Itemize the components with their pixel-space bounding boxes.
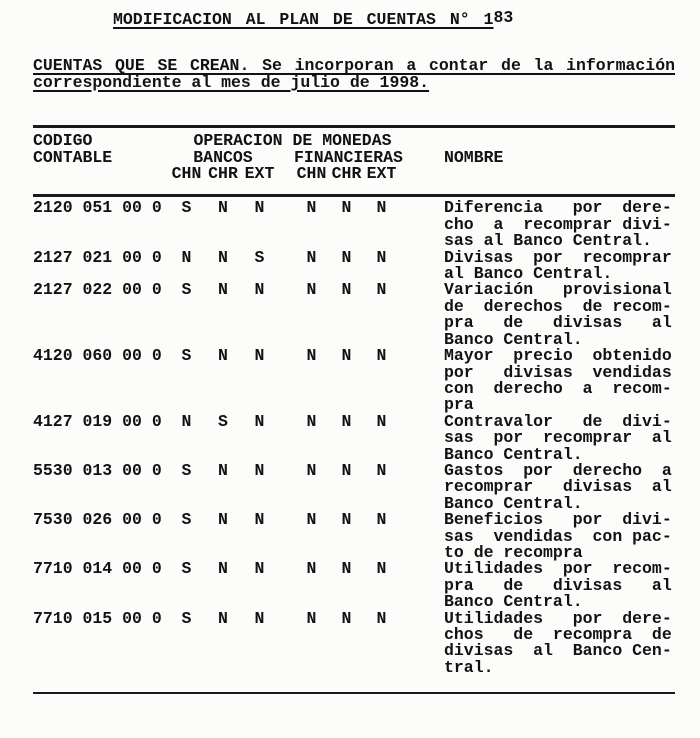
header-financieras: FINANCIERAS xyxy=(294,147,403,167)
financieras-chn-flag: N xyxy=(306,247,317,267)
bancos-chn-flag: S xyxy=(181,460,192,480)
bancos-chn-flag: S xyxy=(181,510,192,530)
table-row xyxy=(33,512,675,561)
account-code: 7530 026 00 0 xyxy=(33,510,162,530)
financieras-chn-flag: N xyxy=(306,411,317,431)
header-codigo: CODIGO xyxy=(33,131,93,151)
table-header xyxy=(33,133,675,182)
account-name: Beneficios por divi- sas vendidas con pac- to de recompra xyxy=(444,510,672,562)
bancos-chn-flag: N xyxy=(181,247,192,267)
header-nombre: NOMBRE xyxy=(444,147,504,167)
header-bancos-ext: EXT xyxy=(244,164,275,184)
table-top-rule xyxy=(33,125,675,128)
account-code: 7710 014 00 0 xyxy=(33,559,162,579)
financieras-chr-flag: N xyxy=(341,198,352,218)
bancos-ext-flag: N xyxy=(254,280,265,300)
financieras-ext-flag: N xyxy=(376,346,387,366)
bancos-ext-flag: N xyxy=(254,198,265,218)
account-code: 4120 060 00 0 xyxy=(33,346,162,366)
header-line-3 xyxy=(33,166,675,182)
header-bancos-chr: CHR xyxy=(208,164,238,184)
bancos-ext-flag: N xyxy=(254,411,265,431)
financieras-chn-flag: N xyxy=(306,608,317,628)
table-row xyxy=(33,282,675,348)
account-name: Divisas por recomprar al Banco Central. xyxy=(444,247,672,284)
table-row xyxy=(33,348,675,414)
intro-text: CUENTAS QUE SE CREAN. Se incorporan a contar de la información correspondiente al mes de julio de 1998. xyxy=(33,56,675,92)
financieras-chr-flag: N xyxy=(341,559,352,579)
header-bancos: BANCOS xyxy=(193,147,253,167)
financieras-chn-flag: N xyxy=(306,510,317,530)
account-code: 5530 013 00 0 xyxy=(33,460,162,480)
financieras-chr-flag: N xyxy=(341,510,352,530)
account-name: Gastos por derecho a recomprar divisas al Banco Central. xyxy=(444,460,672,513)
bancos-chn-flag: S xyxy=(181,280,192,300)
header-bancos-chn: CHN xyxy=(171,164,202,184)
header-financieras-ext: EXT xyxy=(366,164,397,184)
table-header-rule xyxy=(33,194,675,197)
financieras-chr-flag: N xyxy=(341,460,352,480)
financieras-ext-flag: N xyxy=(376,608,387,628)
account-name: Variación provisional de derechos de recom- pra de divisas al Banco Central. xyxy=(444,280,672,349)
bancos-chr-flag: N xyxy=(218,247,228,267)
bancos-ext-flag: N xyxy=(254,608,265,628)
table-row xyxy=(33,200,675,249)
account-name: Mayor precio obtenido por divisas vendidas con derecho a recom- pra xyxy=(444,346,672,415)
bancos-chr-flag: N xyxy=(218,608,228,628)
financieras-chn-flag: N xyxy=(306,346,317,366)
financieras-chr-flag: N xyxy=(341,608,352,628)
account-code: 2120 051 00 0 xyxy=(33,198,162,218)
financieras-ext-flag: N xyxy=(376,411,387,431)
financieras-ext-flag: N xyxy=(376,247,387,267)
bancos-chr-flag: N xyxy=(218,559,228,579)
bancos-ext-flag: N xyxy=(254,559,265,579)
financieras-chn-flag: N xyxy=(306,460,317,480)
financieras-chr-flag: N xyxy=(341,346,352,366)
bancos-chn-flag: N xyxy=(181,411,192,431)
bancos-ext-flag: N xyxy=(254,510,265,530)
bancos-ext-flag: N xyxy=(254,460,265,480)
financieras-ext-flag: N xyxy=(376,280,387,300)
bancos-chn-flag: S xyxy=(181,198,192,218)
financieras-chn-flag: N xyxy=(306,559,317,579)
page-title-underlined: MODIFICACION AL PLAN DE CUENTAS N° 1 xyxy=(113,10,494,29)
intro-paragraph xyxy=(33,58,675,91)
header-financieras-chr: CHR xyxy=(331,164,362,184)
financieras-chr-flag: N xyxy=(341,280,352,300)
page-title-suffix: 83 xyxy=(493,8,514,27)
bancos-chr-flag: N xyxy=(218,198,228,218)
financieras-ext-flag: N xyxy=(376,510,387,530)
financieras-ext-flag: N xyxy=(376,559,387,579)
table-body xyxy=(33,200,675,676)
account-code: 4127 019 00 0 xyxy=(33,411,162,431)
header-financieras-chn: CHN xyxy=(296,164,327,184)
bancos-chr-flag: N xyxy=(218,510,228,530)
account-name: Utilidades por recom- pra de divisas al Banco Central. xyxy=(444,559,672,612)
financieras-chn-flag: N xyxy=(306,198,317,218)
table-row xyxy=(33,460,675,513)
financieras-ext-flag: N xyxy=(376,460,387,480)
bancos-chn-flag: S xyxy=(181,608,192,628)
table-row xyxy=(33,247,675,284)
table-row xyxy=(33,608,675,677)
account-code: 2127 021 00 0 xyxy=(33,247,162,267)
bancos-chr-flag: N xyxy=(218,460,228,480)
bancos-chn-flag: S xyxy=(181,559,192,579)
account-code: 2127 022 00 0 xyxy=(33,280,162,300)
account-name: Contravalor de divi- sas por recomprar al Banco Central. xyxy=(444,411,672,464)
financieras-chr-flag: N xyxy=(341,247,352,267)
financieras-chr-flag: N xyxy=(341,411,352,431)
table-row xyxy=(33,561,675,610)
table-bottom-rule xyxy=(33,692,675,694)
header-group-title: OPERACION DE MONEDAS xyxy=(193,131,392,151)
bancos-chr-flag: S xyxy=(218,411,228,431)
financieras-ext-flag: N xyxy=(376,198,387,218)
bancos-ext-flag: N xyxy=(254,346,265,366)
bancos-chr-flag: N xyxy=(218,346,228,366)
account-code: 7710 015 00 0 xyxy=(33,608,162,628)
header-contable: CONTABLE xyxy=(33,147,113,167)
bancos-chr-flag: N xyxy=(218,280,228,300)
bancos-chn-flag: S xyxy=(181,346,192,366)
table-row xyxy=(33,411,675,464)
account-name: Diferencia por dere- cho a recomprar divi- sas al Banco Central. xyxy=(444,198,672,251)
financieras-chn-flag: N xyxy=(306,280,317,300)
page-title xyxy=(113,8,675,29)
account-name: Utilidades por dere- chos de recompra de divisas al Banco Cen- tral. xyxy=(444,608,672,677)
bancos-ext-flag: S xyxy=(254,247,265,267)
